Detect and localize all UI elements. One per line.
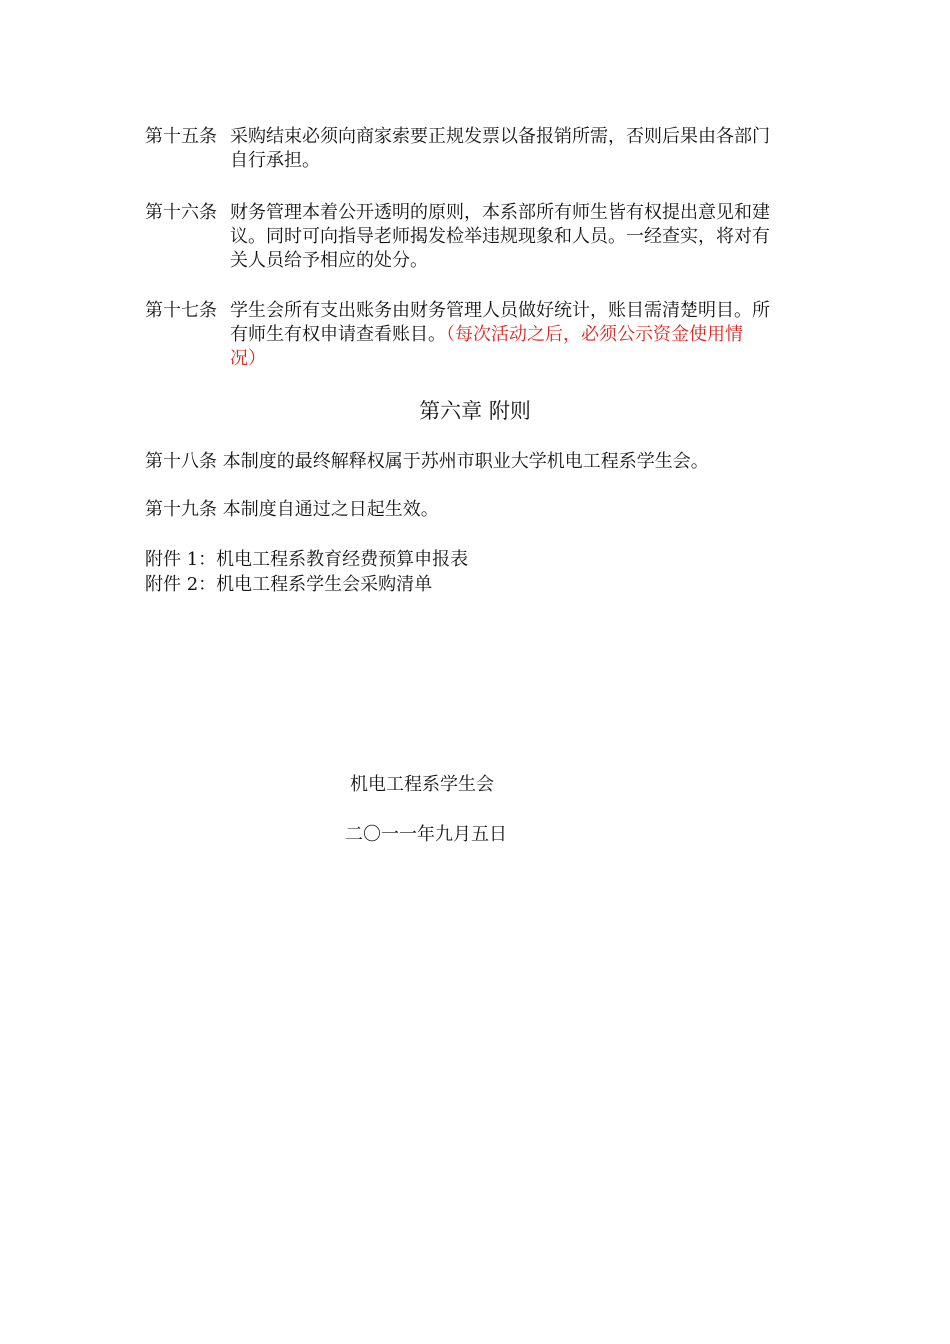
signature-date: 二〇一一年九月五日 [345, 824, 507, 845]
attachment-2: 附件 2：机电工程系学生会采购清单 [145, 574, 433, 595]
signature-org: 机电工程系学生会 [350, 774, 494, 795]
article-18: 第十八条 本制度的最终解释权属于苏州市职业大学机电工程系学生会。 [145, 451, 709, 472]
article-17-body [230, 299, 810, 371]
article-15-body [230, 125, 810, 173]
article-16-line-2: 议。同时可向指导老师揭发检举违规现象和人员。一经查实，将对有 [230, 226, 770, 247]
article-17-line-2-text: 有师生有权申请查看账目。 [230, 324, 446, 345]
article-17-red-note: （每次活动之后，必须公示资金使用情 [446, 324, 743, 345]
article-16-line-1: 财务管理本着公开透明的原则，本系部所有师生皆有权提出意见和建 [230, 202, 770, 223]
article-15 [145, 125, 810, 173]
article-15-label: 第十五条 [145, 126, 217, 147]
article-17-red-note-end: 况） [230, 348, 266, 369]
article-16 [145, 201, 810, 273]
article-17-line-2 [230, 323, 810, 347]
article-19: 第十九条 本制度自通过之日起生效。 [145, 499, 439, 520]
article-16-label: 第十六条 [145, 202, 217, 223]
article-15-line-2: 自行承担。 [230, 150, 320, 171]
article-16-line-3: 关人员给予相应的处分。 [230, 250, 428, 271]
attachment-1: 附件 1：机电工程系教育经费预算申报表 [145, 549, 469, 570]
article-16-body [230, 201, 810, 273]
chapter-title: 第六章 附则 [419, 399, 531, 423]
article-17 [145, 299, 810, 371]
article-17-label: 第十七条 [145, 300, 217, 321]
article-17-line-1: 学生会所有支出账务由财务管理人员做好统计，账目需清楚明目。所 [230, 300, 770, 321]
article-15-line-1: 采购结束必须向商家索要正规发票以备报销所需，否则后果由各部门 [230, 126, 770, 147]
